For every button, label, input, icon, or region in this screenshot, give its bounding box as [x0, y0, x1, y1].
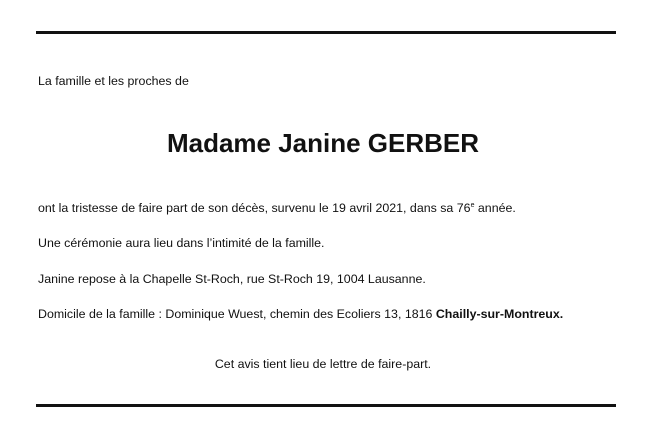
ordinal-superscript: e — [470, 202, 475, 209]
intro-text: La famille et les proches de — [38, 74, 189, 88]
deceased-name-heading: Madame Janine GERBER — [166, 128, 480, 158]
family-home-address: Domicile de la famille : Dominique Wuest, chemin des Ecoliers 13, 1816 — [38, 307, 436, 321]
announcement-end: année. — [474, 201, 516, 215]
announcement-main: ont la tristesse de faire part de son décès, survenu le 19 avril 2021, dans sa 76 — [38, 201, 471, 215]
closing-text: Cet avis tient lieu de lettre de faire-part. — [214, 357, 432, 371]
ceremony-text: Une cérémonie aura lieu dans l’intimité de la famille. — [38, 236, 325, 250]
top-divider — [36, 31, 616, 34]
bottom-divider — [36, 404, 616, 407]
announcement-text — [38, 200, 516, 216]
family-home-text — [38, 306, 563, 322]
family-home-locality: Chailly-sur-Montreux. — [435, 307, 564, 321]
rest-place-text: Janine repose à la Chapelle St-Roch, rue St-Roch 19, 1004 Lausanne. — [38, 272, 426, 286]
